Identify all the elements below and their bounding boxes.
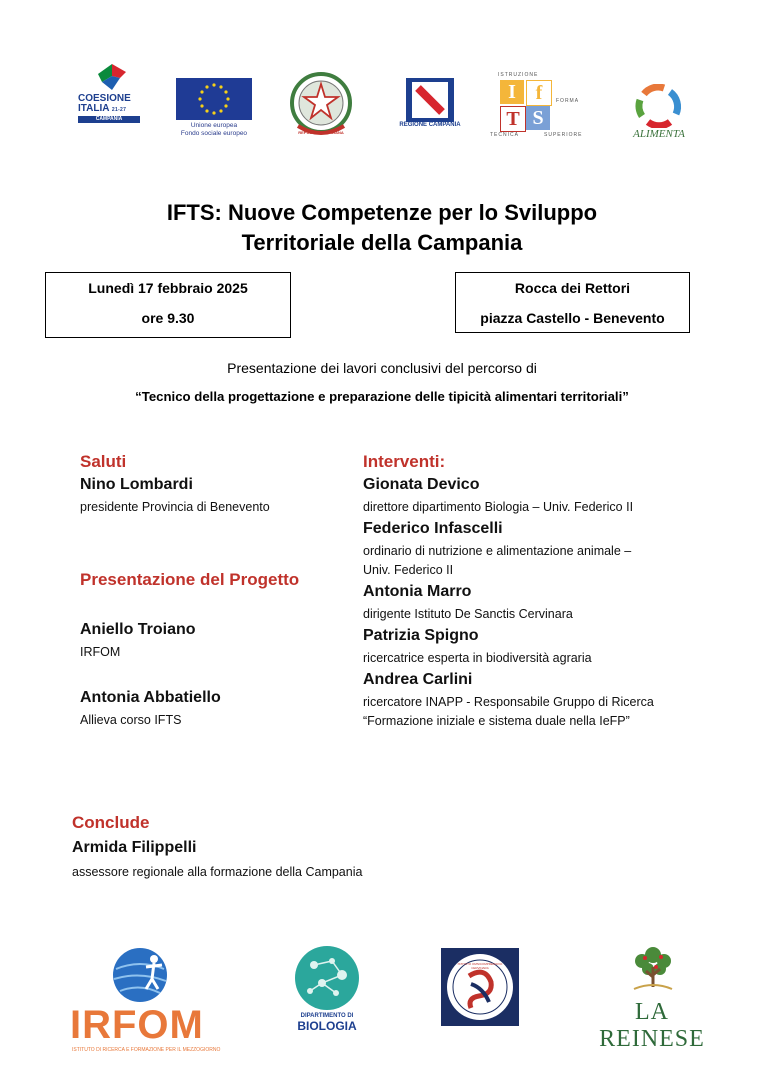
venue-name: Rocca dei Rettori <box>514 280 631 296</box>
desanctis-label: ISTITUTO OMNICOMPRENSIVO CERVINARA <box>457 962 503 970</box>
alimenta-label: ALIMENTA <box>633 128 685 140</box>
conclude-role: assessore regionale alla formazione della Campania <box>72 865 363 879</box>
la-reinese-logo <box>582 945 722 1052</box>
course-title: “Tecnico della progettazione e preparazione delle tipicità alimentari territoriali” <box>135 389 629 404</box>
interventi-speaker-1-name: Gionata Devico <box>363 476 480 493</box>
venue-box <box>455 272 690 333</box>
alimenta-icon <box>634 84 684 128</box>
interventi-speaker-5-role-line2: “Formazione iniziale e sistema duale nella IeFP” <box>363 714 630 728</box>
biologia-line1: DIPARTIMENTO DI <box>300 1013 354 1019</box>
regione-shield-icon <box>392 78 468 122</box>
ifts-letter-i: I <box>500 80 524 104</box>
ifts-word-1: ISTRUZIONE <box>498 72 539 78</box>
irfom-logo <box>70 945 221 1055</box>
interventi-speaker-3-role: dirigente Istituto De Sanctis Cervinara <box>363 607 573 621</box>
ifts-word-4: SUPERIORE <box>544 132 583 138</box>
conclude-heading: Conclude <box>72 813 150 832</box>
progetto-heading: Presentazione del Progetto <box>80 570 300 589</box>
interventi-speaker-3-name: Antonia Marro <box>363 583 472 600</box>
interventi-speaker-1-role: direttore dipartimento Biologia – Univ. Federico II <box>363 500 634 514</box>
coesione-line2: ITALIA <box>78 103 110 114</box>
interventi-speaker-2-role-line1: ordinario di nutrizione e alimentazione animale – <box>363 544 632 558</box>
interventi-speaker-4-name: Patrizia Spigno <box>363 627 479 644</box>
interventi-speaker-2-name: Federico Infascelli <box>363 520 503 537</box>
saluti-role: presidente Provincia di Benevento <box>80 500 270 514</box>
ifts-letter-t: T <box>500 106 526 132</box>
interventi-speaker-5-name: Andrea Carlini <box>363 671 473 688</box>
ifts-logo <box>486 70 586 142</box>
tree-icon <box>628 945 678 991</box>
eu-line2: Fondo sociale europeo <box>180 130 248 137</box>
desanctis-logo <box>441 948 519 1026</box>
irfom-label: IRFOM <box>70 1003 204 1047</box>
ifts-word-3: TECNICA <box>490 132 519 138</box>
event-title-line1: IFTS: Nuove Competenze per lo Sviluppo <box>166 200 598 225</box>
venue-address: piazza Castello - Benevento <box>480 310 665 326</box>
ifts-word-2: FORMA <box>556 98 580 104</box>
biologia-icon <box>292 945 362 1011</box>
saluti-name: Nino Lombardi <box>80 476 193 493</box>
intro-text: Presentazione dei lavori conclusivi del percorso di <box>227 360 537 376</box>
coesione-years: 21-27 <box>111 107 127 113</box>
biologia-line2: BIOLOGIA <box>297 1019 357 1033</box>
interventi-heading: Interventi: <box>363 452 446 471</box>
coesione-region: CAMPANIA <box>78 116 140 123</box>
coesione-line1: COESIONE <box>78 93 131 104</box>
eu-flag-icon <box>176 78 252 120</box>
irfom-globe-icon <box>110 945 170 1005</box>
interventi-speaker-5-role-line1: ricercatore INAPP - Responsabile Gruppo di Ricerca <box>363 695 654 709</box>
progetto-speaker-2-name: Antonia Abbatiello <box>80 689 221 706</box>
irfom-tagline: ISTITUTO DI RICERCA E FORMAZIONE PER IL MEZZOGIORNO <box>72 1047 221 1053</box>
repubblica-ring-text: REPUBBLICA ITALIANA <box>298 130 344 135</box>
event-date: Lunedì 17 febbraio 2025 <box>88 280 248 296</box>
event-title-line2: Territoriale della Campania <box>241 230 523 255</box>
desanctis-icon <box>441 948 519 1026</box>
interventi-speaker-2-role-line2: Univ. Federico II <box>363 563 454 577</box>
progetto-speaker-1-role: IRFOM <box>80 645 121 659</box>
progetto-speaker-2-role: Allieva corso IFTS <box>80 713 182 727</box>
la-reinese-label: LA REINESE <box>599 999 705 1052</box>
ifts-letter-f: f <box>526 80 552 106</box>
alimenta-logo <box>618 84 700 144</box>
regione-campania-logo <box>392 78 468 134</box>
interventi-speaker-4-role: ricercatrice esperta in biodiversità agraria <box>363 651 592 665</box>
ifts-letter-s: S <box>526 106 550 130</box>
coesione-icon <box>92 60 132 92</box>
eu-line1: Unione europea <box>190 122 238 129</box>
conclude-name: Armida Filippelli <box>72 839 197 856</box>
regione-label: REGIONE CAMPANIA <box>399 122 461 128</box>
saluti-heading: Saluti <box>80 452 127 471</box>
biologia-logo <box>290 945 364 1037</box>
date-box <box>45 272 291 338</box>
repubblica-emblem <box>286 70 356 140</box>
progetto-speaker-1-name: Aniello Troiano <box>80 621 196 638</box>
coesione-italia-logo <box>78 60 148 126</box>
eu-logo <box>176 78 254 140</box>
event-time: ore 9.30 <box>141 310 195 326</box>
